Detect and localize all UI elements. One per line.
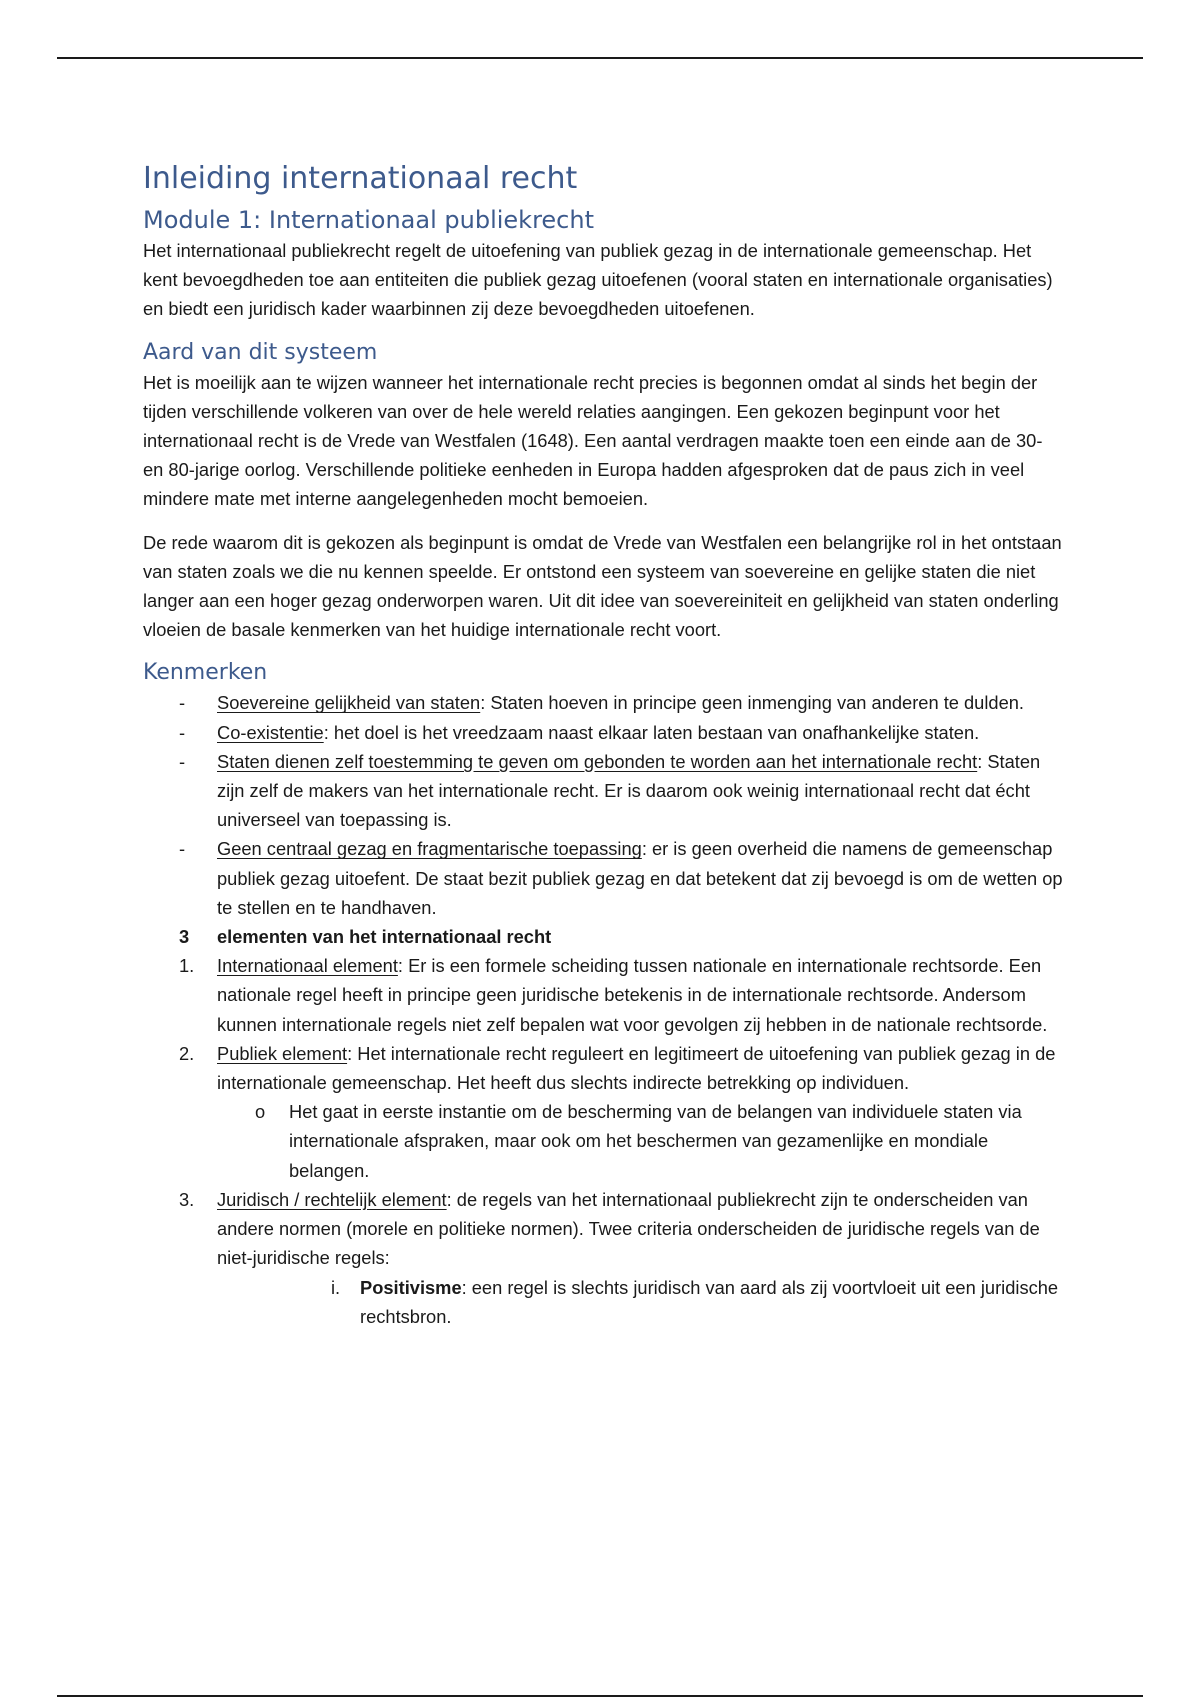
document-body bbox=[143, 160, 1063, 1331]
list-item-term: Internationaal element bbox=[217, 955, 398, 977]
list-item bbox=[143, 1039, 1063, 1097]
aard-paragraph-1: Het is moeilijk aan te wijzen wanneer het internationale recht precies is begonnen omdat al sinds het begin der tijden verschillende volkeren van over de hele wereld relaties aangingen. Een gekozen beginpunt voor het internationaal recht is de Vrede van Westfalen (1648). Een aantal verdragen maakte toen een einde aan de 30- en 80-jarige oorlog. Verschillende politieke eenheden in Europa hadden afgesproken dat de paus zich in veel mindere mate met interne aangelegenheden mocht bemoeien. bbox=[143, 371, 1043, 510]
footer-rule bbox=[57, 1695, 1143, 1697]
list-item bbox=[143, 951, 1063, 1039]
module-heading: Module 1: Internationaal publiekrecht bbox=[143, 206, 594, 234]
list-item-text: : er is geen overheid die namens de gemeenschap publiek gezag uitoefent. De staat bezit publiek gezag en dat betekent dat zij bevoegd is om de wetten op te stellen en te handhaven. bbox=[217, 838, 1063, 918]
list-item-text: : de regels van het internationaal publiekrecht zijn te onderscheiden van andere normen (morele en politieke normen). Twee criteria onderscheiden de juridische regels van de niet-juridische regels: bbox=[217, 1188, 1040, 1269]
number-marker: 2. bbox=[179, 1042, 195, 1064]
sub-list-item-text: Het gaat in eerste instantie om de bescherming van de belangen van individuele staten via internationale afspraken, maar ook om het beschermen van gezamenlijke en mondiale belangen. bbox=[289, 1101, 1022, 1181]
list-item-term: Co-existentie bbox=[217, 721, 324, 743]
list-item bbox=[143, 747, 1063, 835]
list-item bbox=[143, 688, 1063, 717]
list-item-text: : Staten hoeven in principe geen inmenging van anderen te dulden. bbox=[480, 692, 1024, 714]
list-item-text: : Staten zijn zelf de makers van het internationale recht. Er is daarom ook weinig internationaal recht dat écht universeel van toepassing is. bbox=[217, 750, 1041, 831]
list-item-term: Geen centraal gezag en fragmentarische toepassing bbox=[217, 838, 642, 860]
elements-heading bbox=[143, 922, 1063, 951]
list-item-term: Staten dienen zelf toestemming te geven om gebonden te worden aan het internationale recht bbox=[217, 750, 978, 772]
number-marker: 3. bbox=[179, 1188, 195, 1210]
bullet-marker: - bbox=[179, 750, 186, 772]
bullet-marker: - bbox=[179, 838, 186, 860]
list-item-text: : Er is een formele scheiding tussen nationale en internationale rechtsorde. Een nationale regel heeft in principe geen juridische betekenis in de internationale rechtsorde. Andersom kunnen internationale regels niet zelf bepalen wat voor gevolgen zij hebben in de nationale rechtsorde. bbox=[217, 955, 1048, 1035]
list-item-text: : het doel is het vreedzaam naast elkaar laten bestaan van onafhankelijke staten. bbox=[323, 721, 980, 743]
roman-marker: i. bbox=[331, 1276, 341, 1298]
document-title: Inleiding internationaal recht bbox=[143, 161, 578, 196]
kenmerken-heading: Kenmerken bbox=[143, 660, 268, 686]
list-item bbox=[143, 718, 1063, 747]
list-item-term: Publiek element bbox=[217, 1042, 348, 1064]
header-rule bbox=[57, 57, 1143, 59]
kenmerken-list bbox=[143, 688, 1063, 1330]
list-item-term: Soevereine gelijkheid van staten bbox=[217, 692, 481, 714]
list-item bbox=[143, 1185, 1063, 1273]
list-item-term: Juridisch / rechtelijk element bbox=[217, 1188, 447, 1210]
sub-list-item bbox=[143, 1097, 1063, 1185]
bullet-marker: - bbox=[179, 692, 186, 714]
aard-paragraph-2: De rede waarom dit is gekozen als beginpunt is omdat de Vrede van Westfalen een belangrijke rol in het ontstaan van staten zoals we die nu kennen speelde. Er ontstond een systeem van soevereine en gelijke staten die niet langer aan een hoger gezag onderworpen waren. Uit dit idee van soevereiniteit en gelijkheid van staten onderling vloeien de basale kenmerken van het huidige internationale recht voort. bbox=[143, 531, 1062, 641]
aard-heading: Aard van dit systeem bbox=[143, 339, 378, 365]
list-item-text: : Het internationale recht reguleert en legitimeert de uitoefening van publiek gezag in de internationale gemeenschap. Het heeft dus slechts indirecte betrekking op individuen. bbox=[217, 1042, 1056, 1094]
list-item bbox=[143, 834, 1063, 922]
elements-heading-text: elementen van het internationaal recht bbox=[217, 926, 552, 948]
circle-bullet-marker: o bbox=[255, 1101, 266, 1123]
roman-item-text: : een regel is slechts juridisch van aard als zij voortvloeit uit een juridische rechtsbron. bbox=[360, 1276, 1059, 1327]
roman-item-term: Positivisme bbox=[360, 1276, 462, 1298]
roman-list-item bbox=[143, 1273, 1063, 1331]
number-marker: 1. bbox=[179, 955, 195, 977]
intro-paragraph: Het internationaal publiekrecht regelt de uitoefening van publiek gezag in de internationale gemeenschap. Het kent bevoegdheden toe aan entiteiten die publiek gezag uitoefenen (vooral staten en internationale organisaties) en biedt een juridisch kader waarbinnen zij deze bevoegdheden uitoefenen. bbox=[143, 240, 1053, 320]
elements-heading-marker: 3 bbox=[179, 926, 190, 948]
bullet-marker: - bbox=[179, 721, 186, 743]
